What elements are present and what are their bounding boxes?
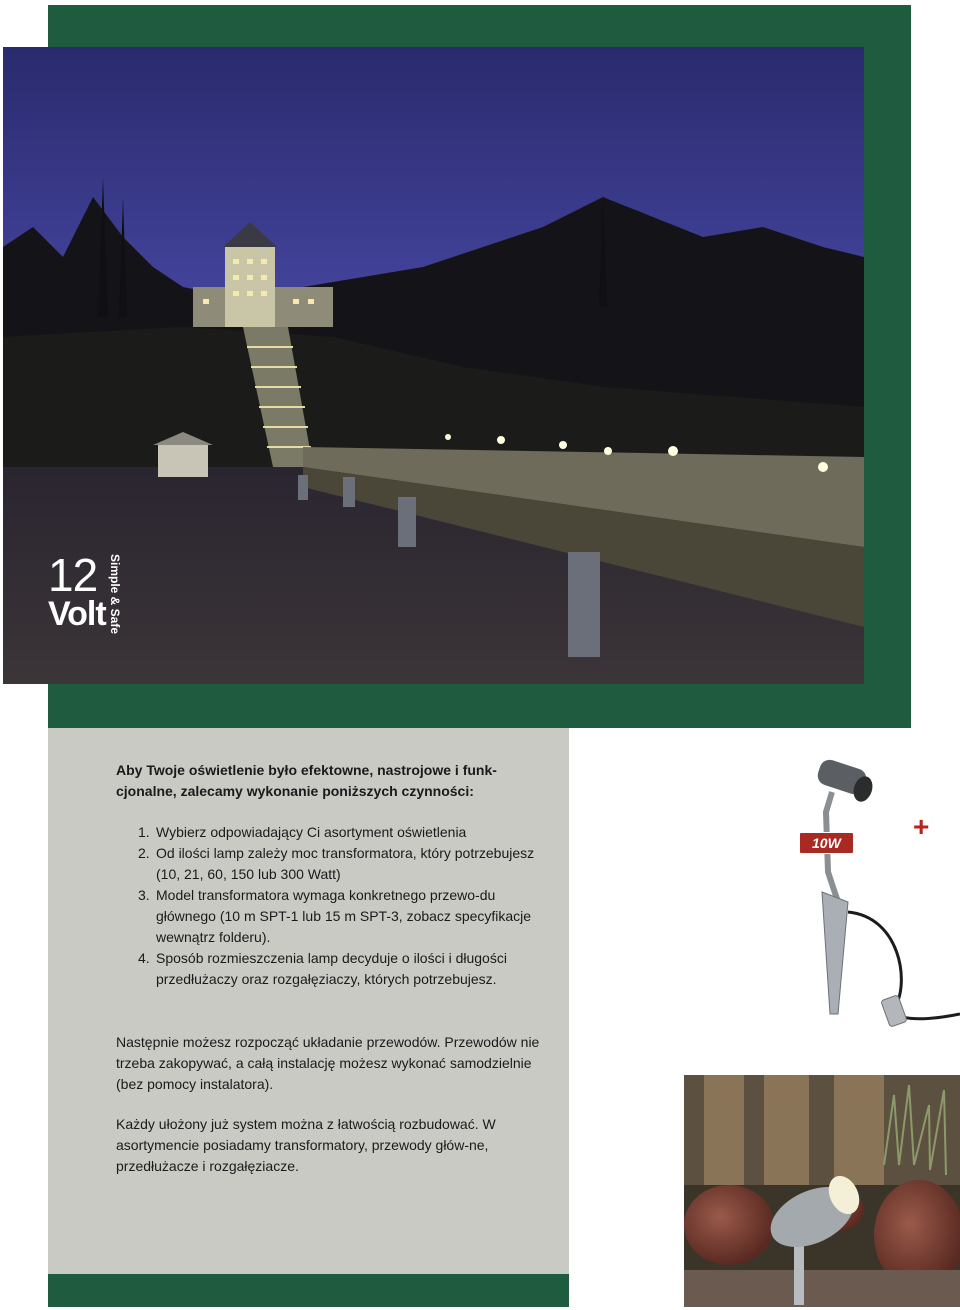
list-item <box>116 885 556 948</box>
brand-tagline: Simple & Safe <box>108 554 122 635</box>
instructions-panel <box>48 728 569 1274</box>
steps-list <box>116 822 556 990</box>
step-text: Wybierz odpowiadający Ci asortyment oświetlenia <box>156 824 467 840</box>
garden-spotlight-photo <box>684 1075 960 1307</box>
wattage-badge: 10W <box>799 832 854 854</box>
step-number: 4. <box>138 950 150 966</box>
intro-text: Aby Twoje oświetlenie było efektowne, nastrojowe i funk-cjonalne, zalecamy wykonanie poniższych czynności: <box>116 762 497 799</box>
plus-icon: + <box>913 811 930 842</box>
list-item <box>116 843 556 885</box>
green-frame-bottom <box>48 1274 569 1307</box>
step-number: 3. <box>138 887 150 903</box>
spotlight-product-image <box>790 752 960 1042</box>
list-item <box>116 948 556 990</box>
paragraph-installation: Następnie możesz rozpocząć układanie przewodów. Przewodów nie trzeba zakopywać, a całą instalację możesz wykonać samodzielnie (bez pomocy instalatora). <box>116 1034 540 1092</box>
brand-logo <box>48 548 138 638</box>
step-number: 2. <box>138 845 150 861</box>
brand-number: 12 <box>48 549 98 601</box>
paragraph-expansion: Każdy ułożony już system można z łatwością rozbudować. W asortymencie posiadamy transformatory, przewody głów-ne, przedłużacze i rozgałęziacze. <box>116 1116 496 1174</box>
brand-word: Volt <box>48 595 106 633</box>
step-text: Od ilości lamp zależy moc transformatora, który potrzebujesz (10, 21, 60, 150 lub 300 Watt) <box>156 845 535 882</box>
step-number: 1. <box>138 824 150 840</box>
list-item <box>116 822 556 843</box>
step-text: Sposób rozmieszczenia lamp decyduje o ilości i długości przedłużaczy oraz rozgałęziaczy, których potrzebujesz. <box>156 950 507 987</box>
step-text: Model transformatora wymaga konkretnego przewo-du głównego (10 m SPT-1 lub 15 m SPT-3, zobacz specyfikacje wewnątrz folderu). <box>156 887 532 945</box>
